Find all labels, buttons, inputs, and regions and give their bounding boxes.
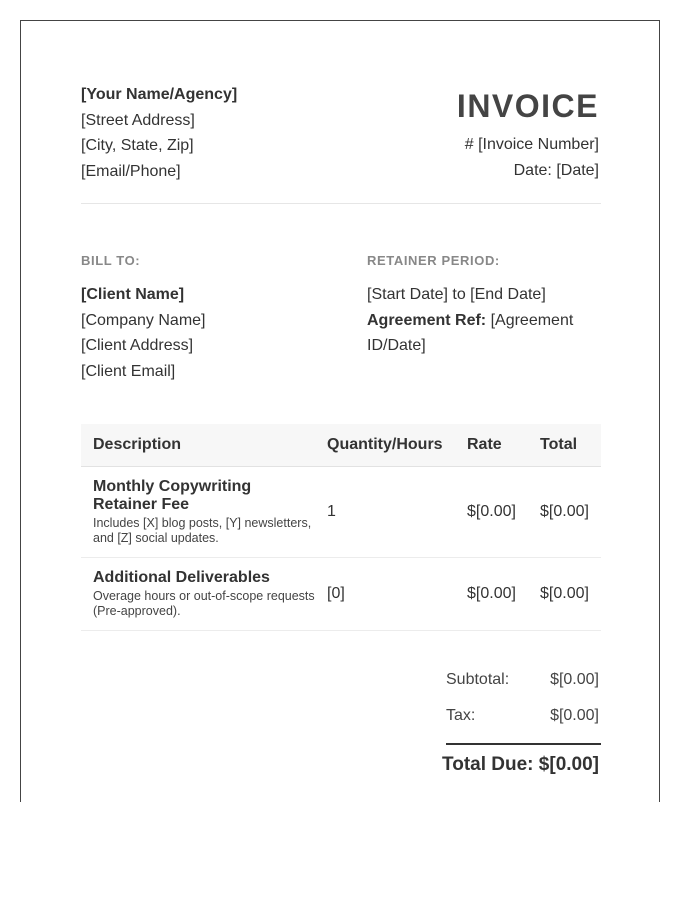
subtotal-label: Subtotal:: [446, 671, 510, 688]
retainer-period: [Start Date] to [End Date]: [367, 286, 546, 303]
item-total: $[0.00]: [528, 467, 601, 558]
bill-to-block: [81, 282, 206, 384]
item-title: Monthly Copywriting Retainer Fee: [93, 478, 252, 513]
agreement-ref-label: Agreement Ref:: [367, 311, 487, 329]
agreement-ref: [367, 308, 607, 359]
total-due-label: Total Due:: [442, 754, 534, 775]
sender-block: [81, 82, 237, 184]
header-description: Description: [81, 424, 315, 467]
client-company: [Company Name]: [81, 311, 206, 329]
subtotal-value: $[0.00]: [550, 671, 599, 688]
table-row: [81, 558, 601, 631]
sender-street: [Street Address]: [81, 111, 195, 129]
tax-value: $[0.00]: [550, 707, 599, 724]
client-address: [Client Address]: [81, 337, 194, 354]
item-rate: $[0.00]: [455, 558, 528, 631]
header-rate: Rate: [455, 424, 528, 467]
invoice-meta: [465, 132, 599, 183]
item-description-cell: [81, 467, 315, 558]
total-due: [442, 753, 599, 777]
item-description: Overage hours or out-of-scope requests (Pre-approved).: [93, 589, 315, 618]
item-title: Additional Deliverables: [93, 569, 270, 586]
item-quantity: [0]: [315, 558, 455, 631]
retainer-period-label: RETAINER PERIOD:: [367, 253, 500, 268]
invoice-date: Date: [Date]: [513, 161, 599, 179]
item-description-cell: [81, 558, 315, 631]
tax-label: Tax:: [446, 707, 476, 724]
line-items-table: [81, 424, 601, 631]
item-quantity: 1: [315, 467, 455, 558]
table-header-row: [81, 424, 601, 467]
sender-name: [Your Name/Agency]: [81, 86, 238, 103]
retainer-block: [367, 282, 607, 359]
total-due-value: $[0.00]: [538, 754, 599, 775]
invoice-number: # [Invoice Number]: [464, 136, 599, 153]
table-row: [81, 467, 601, 558]
bill-to-label: BILL TO:: [81, 253, 141, 268]
client-name: [Client Name]: [81, 286, 185, 303]
total-divider: [446, 743, 601, 745]
agreement-ref-value: [Agreement ID/Date]: [367, 311, 574, 354]
item-description: Includes [X] blog posts, [Y] newsletters, and [Z] social updates.: [93, 516, 312, 545]
client-email: [Client Email]: [81, 362, 176, 380]
header-divider: [81, 203, 601, 204]
item-rate: $[0.00]: [455, 467, 528, 558]
item-total: $[0.00]: [528, 558, 601, 631]
sender-contact: [Email/Phone]: [81, 162, 181, 180]
sender-city: [City, State, Zip]: [81, 137, 194, 154]
invoice-title: INVOICE: [456, 88, 599, 124]
header-total: Total: [528, 424, 601, 467]
header-quantity: Quantity/Hours: [315, 424, 455, 467]
invoice-page: [20, 20, 660, 802]
